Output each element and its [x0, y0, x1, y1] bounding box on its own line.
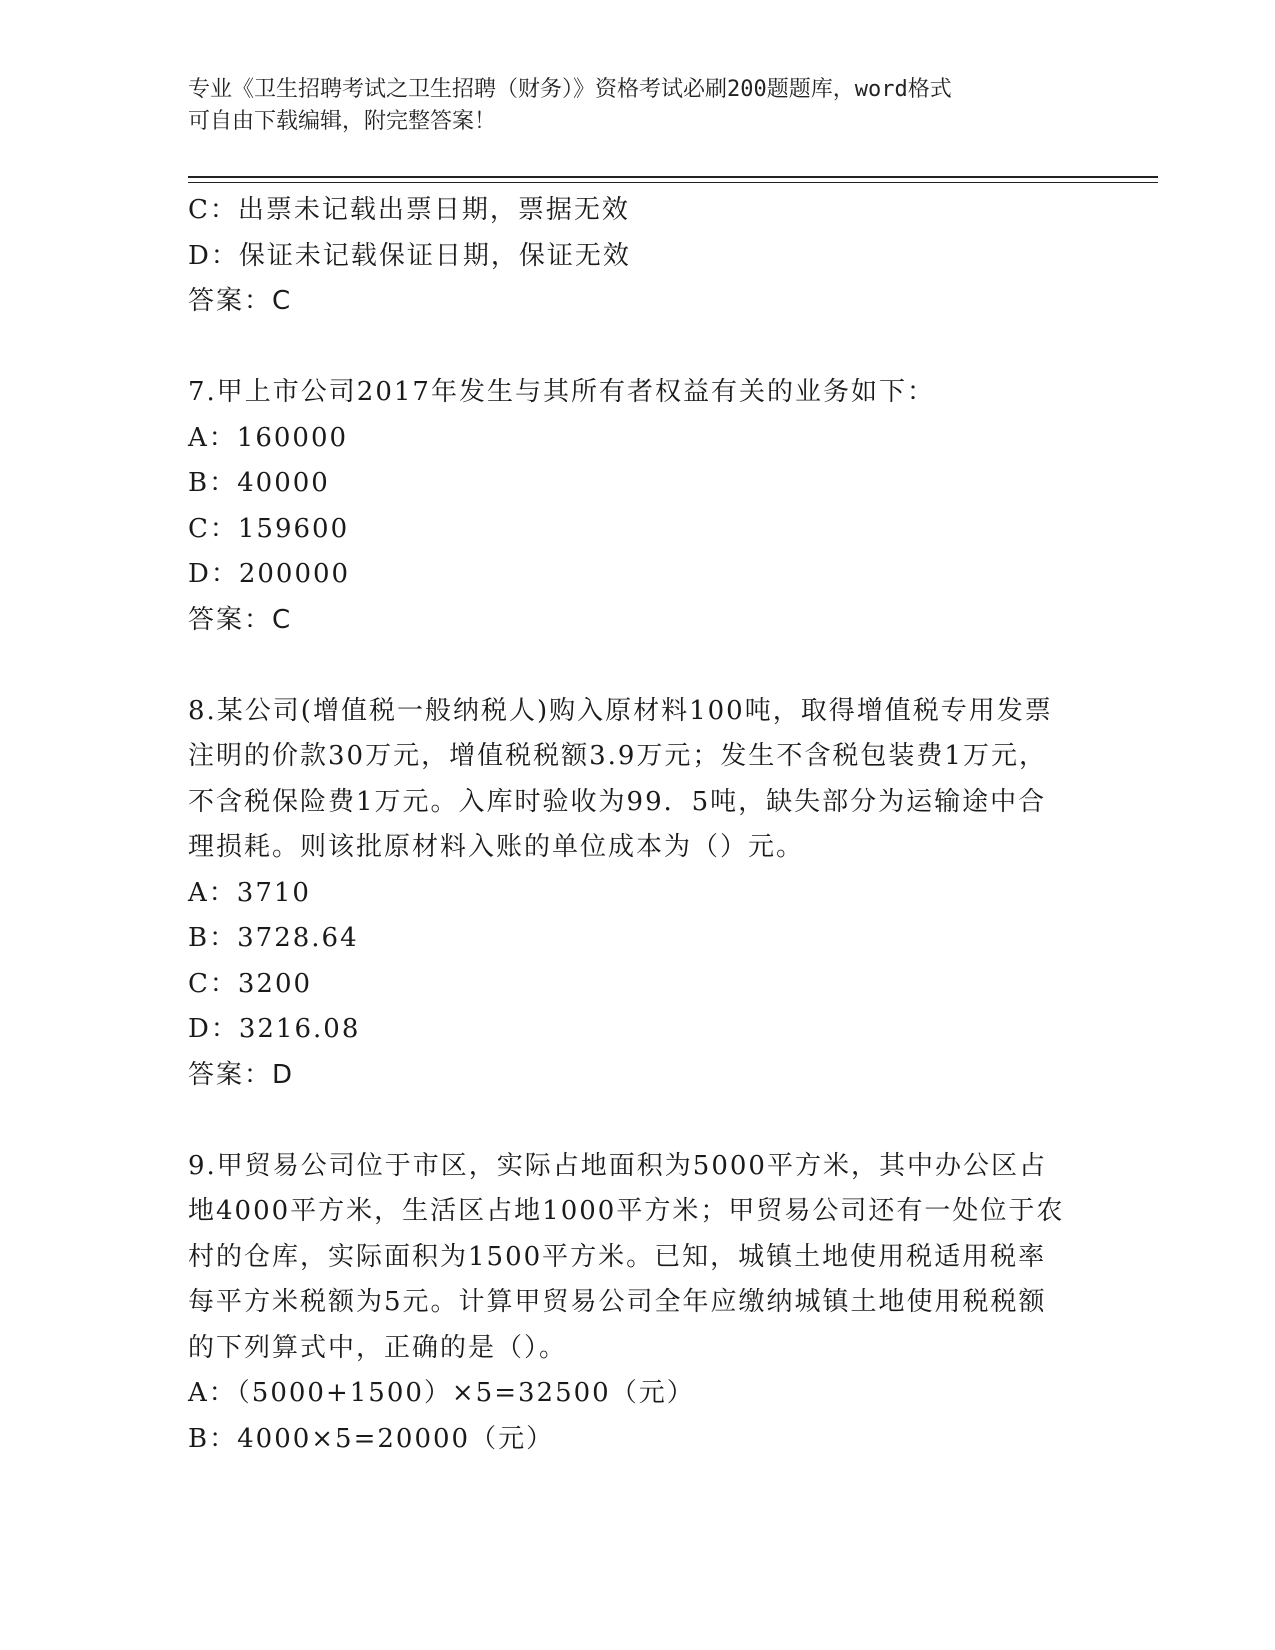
option-a: A：160000	[188, 422, 349, 453]
option-c: C：159600	[188, 513, 350, 544]
option-a: A：（5000+1500）×5=32500（元）	[188, 1378, 695, 1408]
spacer	[188, 1098, 1068, 1144]
question-7-block	[188, 370, 1068, 643]
option-b: B：4000×5=20000（元）	[188, 1423, 555, 1454]
option-d: D：200000	[188, 559, 351, 589]
header-line-2: 可自由下载编辑，附完整答案！	[188, 109, 497, 134]
option-c: C：3200	[188, 968, 313, 999]
answer-line: 答案：D	[188, 1059, 295, 1090]
document-body	[188, 188, 1068, 1462]
header-line-1: 专业《卫生招聘考试之卫生招聘（财务）》资格考试必刷200题题库，word格式	[188, 77, 952, 102]
header-rule-thin	[188, 182, 1158, 183]
option-b: B：40000	[188, 468, 330, 498]
question-text: 7.甲上市公司2017年发生与其所有者权益有关的业务如下：	[188, 377, 935, 407]
answer-line: 答案：C	[188, 286, 293, 316]
option-d: D：3216.08	[188, 1014, 361, 1044]
prev-question-block	[188, 188, 1068, 325]
question-8-block	[188, 689, 1068, 1099]
question-text: 8.某公司(增值税一般纳税人)购入原材料100吨，取得增值税专用发票注明的价款30万元，增值税税额3.9万元；发生不含税包装费1万元，不含税保险费1万元。入库时验收为99．5吨，缺失部分为运输途中合理损耗。则该批原材料入账的单位成本为（）元。	[188, 695, 1053, 862]
header-rule-thick	[188, 176, 1158, 178]
question-9-block	[188, 1144, 1068, 1463]
question-text: 9.甲贸易公司位于市区，实际占地面积为5000平方米，其中办公区占地4000平方米，生活区占地1000平方米；甲贸易公司还有一处位于农村的仓库，实际面积为1500平方米。已知，城镇土地使用税适用税率每平方米税额为5元。计算甲贸易公司全年应缴纳城镇土地使用税税额的下列算式中，正确的是（）。	[188, 1150, 1065, 1363]
spacer	[188, 643, 1068, 689]
document-header	[188, 74, 1088, 138]
spacer	[188, 325, 1068, 371]
answer-line: 答案：C	[188, 604, 293, 635]
option-d: D：保证未记载保证日期，保证无效	[188, 240, 631, 271]
option-b: B：3728.64	[188, 923, 359, 953]
option-c: C：出票未记载出票日期，票据无效	[188, 195, 630, 225]
option-a: A：3710	[188, 877, 311, 908]
